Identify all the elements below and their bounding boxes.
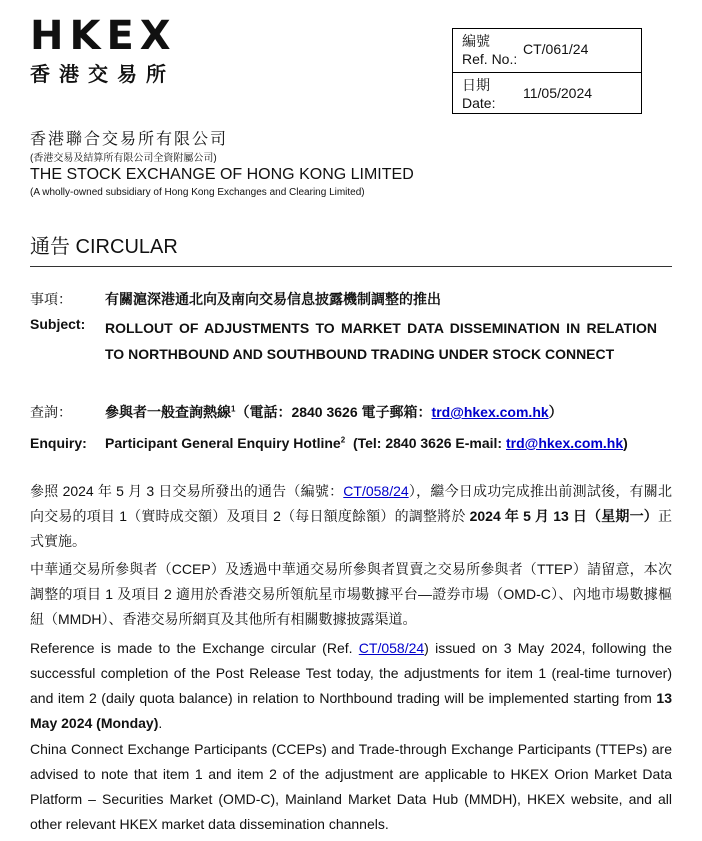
company-sub-en: (A wholly-owned subsidiary of Hong Kong Exchanges and Clearing Limited) xyxy=(30,187,365,198)
enquiry-cn-text: 參與者一般查詢熱線 xyxy=(105,404,231,420)
date-label-cn: 日期 xyxy=(462,77,490,93)
subject-en: ROLLOUT OF ADJUSTMENTS TO MARKET DATA DISSEMINATION IN RELATION TO NORTHBOUND AND SOUTHBOUND TRADING UNDER STOCK CONNECT xyxy=(105,320,657,362)
footnote-ref: 2 xyxy=(340,435,346,445)
subject-cn: 有關滬深港通北向及南向交易信息披露機制調整的推出 xyxy=(105,291,441,307)
enquiry-label-en: Enquiry: xyxy=(30,435,87,451)
enquiry-cn-close: ） xyxy=(548,404,563,420)
p1-date: 2024 年 5 月 13 日（星期一） xyxy=(469,508,658,524)
ref-label-en: Ref. No.: xyxy=(462,51,518,67)
circular-link[interactable]: CT/058/24 xyxy=(343,483,409,499)
p3-text: ) issued on 3 May 2024, following the successful completion of the Post Release Test today, the adjustments for item 1 (real-time turnover) and item 2 (daily quota balance) in relation to Northbound trading will be implemented starting from xyxy=(30,640,673,706)
p1-text: 正式實施。 xyxy=(30,508,672,549)
circular-link[interactable]: CT/058/24 xyxy=(358,640,425,656)
reference-box xyxy=(452,28,642,114)
enquiry-en-text: Participant General Enquiry Hotline xyxy=(105,435,341,451)
enquiry-en-tel: (Tel: 2840 3626 E-mail: xyxy=(345,435,506,451)
p1-text: ），繼今日成功完成推出前測試後，有關北向交易的項目 1（實時成交額）及項目 2（每日額度餘額）的調整將於 xyxy=(30,483,672,524)
enquiry-label-cn: 查詢： xyxy=(30,404,72,420)
subject-label-cn: 事項： xyxy=(30,291,72,307)
paragraph-4-en: China Connect Exchange Participants (CCEPs) and Trade-through Exchange Participants (TTEPs) are advised to note that item 1 and item 2 of the adjustment are applicable to HKEX Orion Market Data Platform – Securities Market (OMD-C), Mainland Market Data Hub (MMDH), HKEX website, and all other relevant HKEX market data dissemination channels. xyxy=(30,741,672,832)
p3-text: . xyxy=(158,715,163,731)
paragraph-1-cn xyxy=(30,479,672,554)
company-name-cn: 香港聯合交易所有限公司 xyxy=(30,131,229,148)
enquiry-cn-tel: （電話：2840 3626 電子郵箱： xyxy=(235,404,432,420)
email-link[interactable]: trd@hkex.com.hk xyxy=(506,435,624,451)
date-value: 11/05/2024 xyxy=(523,85,593,101)
enquiry-en-close: ) xyxy=(623,435,628,451)
paragraph-3-en xyxy=(30,636,672,736)
company-name-en: THE STOCK EXCHANGE OF HONG KONG LIMITED xyxy=(30,166,414,183)
p3-date: 13 May 2024 (Monday) xyxy=(30,690,672,731)
p3-text: Reference is made to the Exchange circular (Ref. xyxy=(30,640,359,656)
enquiry-cn xyxy=(105,402,657,422)
subject-label-en: Subject: xyxy=(30,316,86,332)
ref-number: CT/061/24 xyxy=(523,41,589,57)
page-title: 通告 CIRCULAR xyxy=(30,236,178,258)
ref-label-cn: 編號 xyxy=(462,33,490,49)
p1-text: 參照 2024 年 5 月 3 日交易所發出的通告（編號： xyxy=(30,483,344,499)
hkex-logo: HKEX xyxy=(30,13,177,59)
footnote-ref: 1 xyxy=(231,404,236,414)
email-link[interactable]: trd@hkex.com.hk xyxy=(431,404,549,420)
paragraph-2-cn: 中華通交易所參與者（CCEP）及透過中華通交易所參與者買賣之交易所參與者（TTEP）請留意，本次調整的項目 1 及項目 2 適用於香港交易所領航星市場數據平台—證券市場（OMD-C）、內地市場數據樞紐（MMDH）、香港交易所網頁及其他所有相關數據披露渠道。 xyxy=(30,561,672,627)
hkex-logo-cn: 香港交易所 xyxy=(30,64,175,86)
company-sub-cn: (香港交易及結算所有限公司全資附屬公司) xyxy=(30,153,217,164)
divider xyxy=(30,266,672,267)
enquiry-en xyxy=(105,435,657,451)
date-label-en: Date: xyxy=(462,95,496,111)
